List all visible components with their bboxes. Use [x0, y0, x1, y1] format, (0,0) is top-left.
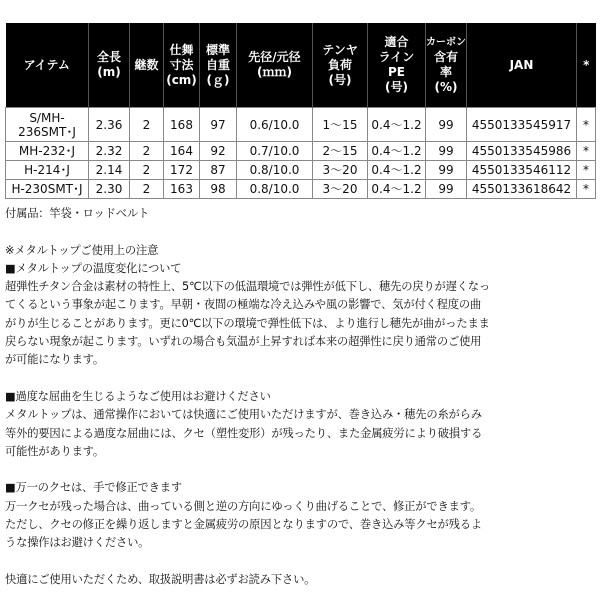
cell-carbon: 99: [426, 142, 467, 161]
spec-table: [5, 23, 596, 199]
header-diameter: 先径/元径 (ｍｍ): [237, 23, 313, 108]
paragraph-line: 万一クセが残った場合は、曲っている側と逆の方向にゆっくり曲げることで、修正ができます。: [5, 499, 481, 513]
cell-pieces: 2: [130, 142, 164, 161]
cell-length: 2.14: [89, 161, 130, 180]
cell-carbon: 99: [426, 108, 467, 142]
paragraph-line: 超弾性チタン合金は素材の特性上、5℃以下の低温環境では弾性が低下し、穂先の戻りが遅くなっ: [5, 280, 490, 294]
manual-reminder: 快適にご使用いただくため、取扱説明書は必ずお読み下さい。: [5, 572, 316, 586]
paragraph-line: が可能になります。: [5, 353, 104, 367]
header-weight: 標準 自重 (ｇ): [200, 23, 237, 108]
cell-mark: *: [577, 108, 596, 142]
cell-length: 2.32: [89, 142, 130, 161]
cell-diameter: 0.8/10.0: [237, 180, 313, 199]
header-line: 適合 ライン PE (号): [368, 23, 426, 108]
cell-jan: 4550133545917: [467, 108, 577, 142]
cell-tenya-load: 3～20: [313, 180, 368, 199]
cell-item: H-214･J: [6, 161, 89, 180]
cell-weight: 98: [200, 180, 237, 199]
cell-jan: 4550133546112: [467, 161, 577, 180]
usage-notes: [5, 205, 597, 589]
header-item: アイテム: [6, 23, 89, 108]
cell-diameter: 0.8/10.0: [237, 161, 313, 180]
header-closed-length: 仕舞 寸法 (cm): [164, 23, 200, 108]
cell-jan: 4550133545986: [467, 142, 577, 161]
header-mark: *: [577, 23, 596, 108]
cell-pieces: 2: [130, 108, 164, 142]
cell-closed-length: 163: [164, 180, 200, 199]
cell-line: 0.4～1.2: [368, 161, 426, 180]
cell-weight: 87: [200, 161, 237, 180]
cell-pieces: 2: [130, 161, 164, 180]
cell-mark: *: [577, 180, 596, 199]
spacer: [5, 370, 597, 388]
paragraph-line: 可能性があります。: [5, 444, 104, 458]
cell-jan: 4550133618642: [467, 180, 577, 199]
cell-line: 0.4～1.2: [368, 180, 426, 199]
header-jan: JAN: [467, 23, 577, 108]
paragraph-line: メタルトップは、通常操作においては快適にご使用いただけますが、巻き込み・穂先の糸がらみ: [5, 408, 482, 422]
metal-top-caution-title: ※メタルトップご使用上の注意: [5, 243, 159, 257]
cell-closed-length: 172: [164, 161, 200, 180]
table-row: [6, 180, 596, 199]
paragraph-line: 等外的要因による過度な屈曲には、クセ（塑性変形）が残ったり、また金属疲労により破損する: [5, 426, 483, 440]
cell-carbon: 99: [426, 180, 467, 199]
table-row: [6, 108, 596, 142]
table-row: [6, 161, 596, 180]
section-heading-repair: ■万一のクセは、手で修正できます: [5, 481, 182, 495]
cell-length: 2.36: [89, 108, 130, 142]
table-row: [6, 142, 596, 161]
paragraph-line: 戻らない現象が起こります。いずれの場合も気温が上昇すれば本来の超弾性に戻り通常のご使用: [5, 335, 482, 349]
cell-item: MH-232･J: [6, 142, 89, 161]
cell-pieces: 2: [130, 180, 164, 199]
section-heading-bending: ■過度な屈曲を生じるようなご使用はお避けください: [5, 389, 271, 403]
spacer: [5, 223, 597, 241]
cell-weight: 92: [200, 142, 237, 161]
cell-mark: *: [577, 161, 596, 180]
cell-closed-length: 164: [164, 142, 200, 161]
cell-line: 0.4～1.2: [368, 108, 426, 142]
cell-tenya-load: 2～15: [313, 142, 368, 161]
section-heading-temperature: ■メタルトップの温度変化について: [5, 261, 182, 275]
cell-length: 2.30: [89, 180, 130, 199]
cell-weight: 97: [200, 108, 237, 142]
cell-tenya-load: 1～15: [313, 108, 368, 142]
accessories-line: 付属品：竿袋・ロッドベルト: [5, 207, 150, 220]
header-length: 全長 (m): [89, 23, 130, 108]
cell-item: H-230SMT･J: [6, 180, 89, 199]
cell-carbon: 99: [426, 161, 467, 180]
header-tenya-load: テンヤ 負荷 (号): [313, 23, 368, 108]
cell-mark: *: [577, 142, 596, 161]
paragraph-line: ただし、クセの修正を繰り返しますと金属疲労の原因となりますので、巻き込み等クセが残るよ: [5, 518, 482, 532]
header-pieces: 継数: [130, 23, 164, 108]
cell-diameter: 0.7/10.0: [237, 142, 313, 161]
cell-closed-length: 168: [164, 108, 200, 142]
cell-tenya-load: 3～20: [313, 161, 368, 180]
spacer: [5, 461, 597, 479]
paragraph-line: てくるという事象が起こります。早朝・夜間の極端な冷え込みや風の影響で、気が付く程度の曲: [5, 298, 482, 312]
cell-line: 0.4～1.2: [368, 142, 426, 161]
cell-diameter: 0.6/10.0: [237, 108, 313, 142]
paragraph-line: うな操作はお避けください。: [5, 536, 150, 550]
table-header-row: [6, 23, 596, 108]
spacer: [5, 553, 597, 571]
paragraph-line: がりが生じることがあります。更に0℃以下の環境で弾性低下は、より進行し穂先が曲がったまま: [5, 316, 490, 330]
header-carbon: カーボン 含有 率 (%): [426, 23, 467, 108]
cell-item: S/MH- 236SMT･J: [6, 108, 89, 142]
